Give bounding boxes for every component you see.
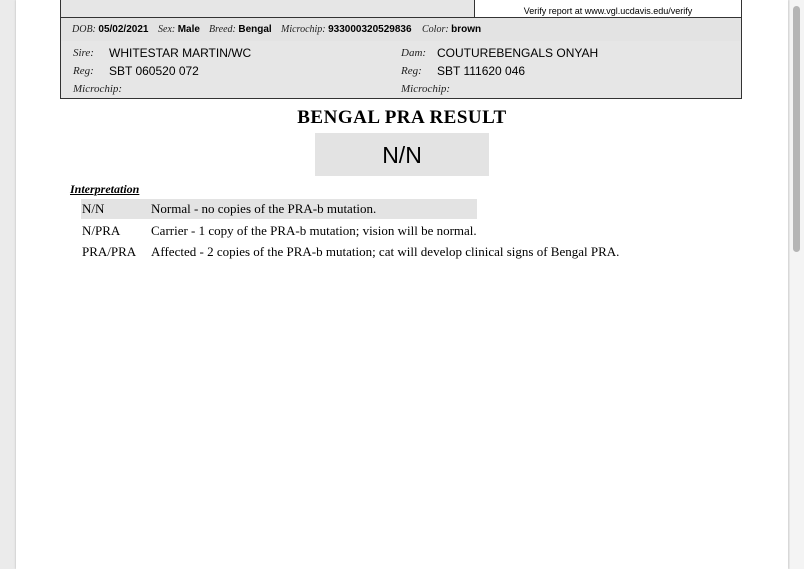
dob-field bbox=[72, 24, 148, 35]
interpretation-row bbox=[81, 199, 477, 219]
report-header-box bbox=[60, 0, 742, 18]
microchip-label: Microchip: bbox=[281, 24, 326, 35]
sex-value: Male bbox=[177, 24, 200, 35]
dob-value: 05/02/2021 bbox=[98, 24, 149, 35]
sire-reg-label: Reg: bbox=[73, 65, 94, 77]
animal-info-row bbox=[60, 18, 742, 42]
dam-label: Dam: bbox=[401, 47, 427, 59]
genotype-description: Affected - 2 copies of the PRA-b mutation; cat will develop clinical signs of Bengal PRA. bbox=[151, 244, 620, 259]
header-left-panel bbox=[61, 0, 475, 17]
dob-label: DOB: bbox=[72, 24, 96, 35]
sire-label: Sire: bbox=[73, 47, 94, 59]
sex-label: Sex: bbox=[158, 24, 176, 35]
dam-name: COUTUREBENGALS ONYAH bbox=[437, 46, 599, 60]
dam-microchip-label: Microchip: bbox=[401, 83, 451, 95]
genotype-description: Carrier - 1 copy of the PRA-b mutation; vision will be normal. bbox=[151, 223, 477, 238]
scrollbar-thumb[interactable] bbox=[793, 6, 800, 252]
breed-field bbox=[209, 24, 272, 35]
dam-reg-value: SBT 111620 046 bbox=[437, 64, 526, 78]
color-field bbox=[422, 24, 481, 35]
dam-reg-label: Reg: bbox=[401, 65, 422, 77]
verify-text: Verify report at www.vgl.ucdavis.edu/verify bbox=[523, 6, 693, 16]
sire-name: WHITESTAR MARTIN/WC bbox=[109, 46, 252, 60]
genotype-code: PRA/PRA bbox=[82, 244, 137, 259]
vertical-scrollbar[interactable] bbox=[790, 0, 804, 569]
color-value: brown bbox=[451, 24, 482, 35]
sire-microchip-label: Microchip: bbox=[73, 83, 123, 95]
header-right-panel bbox=[475, 0, 741, 17]
genotype-code: N/PRA bbox=[82, 223, 121, 238]
result-value: N/N bbox=[315, 133, 489, 176]
interpretation-title: Interpretation bbox=[70, 182, 140, 196]
sire-reg-value: SBT 060520 072 bbox=[109, 64, 199, 78]
color-label: Color: bbox=[422, 24, 449, 35]
genotype-description: Normal - no copies of the PRA-b mutation. bbox=[151, 201, 377, 216]
sex-field bbox=[158, 24, 200, 35]
parents-section bbox=[60, 41, 742, 99]
microchip-value: 933000320529836 bbox=[328, 24, 412, 35]
breed-label: Breed: bbox=[209, 24, 236, 35]
microchip-field bbox=[281, 24, 412, 35]
result-title: BENGAL PRA RESULT bbox=[297, 107, 507, 128]
breed-value: Bengal bbox=[238, 24, 272, 35]
genotype-code: N/N bbox=[82, 201, 105, 216]
